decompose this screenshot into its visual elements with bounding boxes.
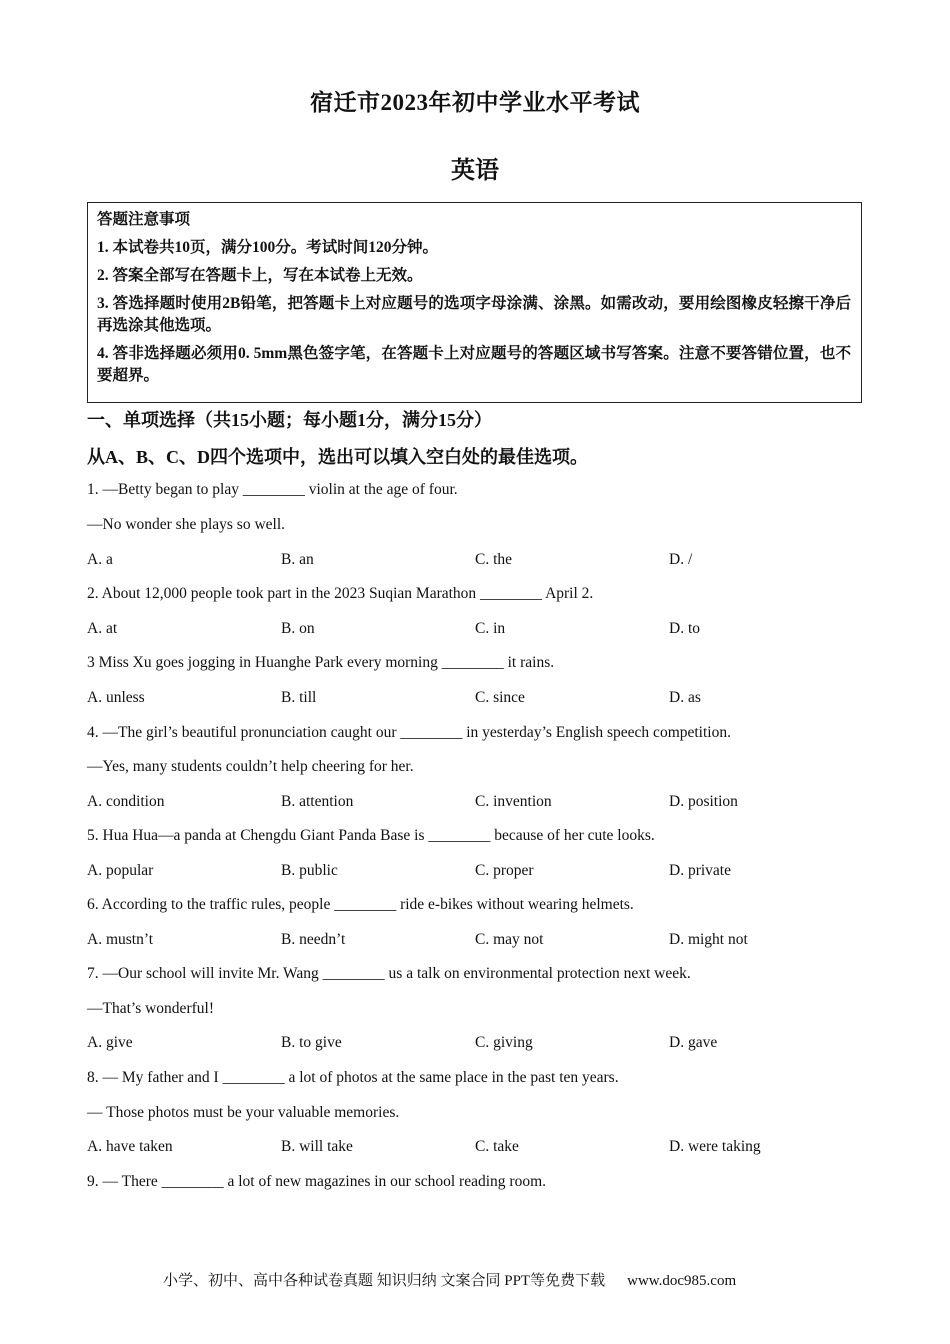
question-text: 4. —The girl’s beautiful pronunciation caught our ________ in yesterday’s English speech competition.: [87, 724, 731, 741]
option-b: B. on: [281, 620, 315, 637]
option-row: [87, 1138, 867, 1160]
option-b: B. an: [281, 551, 314, 568]
option-d: D. position: [669, 793, 738, 810]
exam-title: 宿迁市2023年初中学业水平考试: [310, 90, 640, 115]
question-text: 2. About 12,000 people took part in the 2023 Suqian Marathon ________ April 2.: [87, 585, 594, 602]
option-row: [87, 862, 867, 884]
option-row: [87, 620, 867, 642]
option-c: C. in: [475, 620, 506, 637]
option-d: D. were taking: [669, 1138, 761, 1155]
section-title: 一、单项选择（共15小题；每小题1分，满分15分）: [87, 410, 492, 430]
question-text: —Yes, many students couldn’t help cheering for her.: [87, 758, 414, 775]
option-d: D. as: [669, 689, 701, 706]
option-a: A. unless: [87, 689, 145, 706]
option-b: B. public: [281, 862, 338, 879]
option-row: [87, 793, 867, 815]
question-text: 7. —Our school will invite Mr. Wang ________ us a talk on environmental protection next week.: [87, 965, 691, 982]
option-d: D. gave: [669, 1034, 718, 1051]
question-text: 3 Miss Xu goes jogging in Huanghe Park every morning ________ it rains.: [87, 654, 555, 671]
notice-heading: 答题注意事项: [97, 211, 191, 228]
option-d: D. might not: [669, 931, 748, 948]
notice-item: 1. 本试卷共10页，满分100分。考试时间120分钟。: [97, 239, 439, 256]
notice-item: 4. 答非选择题必须用0. 5mm黑色签字笔，在答题卡上对应题号的答题区域书写答案。注意不要答错位置，也不要超界。: [97, 345, 851, 384]
question-text: —No wonder she plays so well.: [87, 516, 286, 533]
option-a: A. give: [87, 1034, 133, 1051]
option-a: A. condition: [87, 793, 165, 810]
question-text: 8. — My father and I ________ a lot of photos at the same place in the past ten years.: [87, 1069, 619, 1086]
option-row: [87, 689, 867, 711]
option-d: D. to: [669, 620, 700, 637]
option-b: B. needn’t: [281, 931, 346, 948]
notice-item: 3. 答选择题时使用2B铅笔，把答题卡上对应题号的选项字母涂满、涂黑。如需改动，要用绘图橡皮轻擦干净后再选涂其他选项。: [97, 295, 851, 334]
notice-box: [87, 202, 862, 403]
option-c: C. proper: [475, 862, 534, 879]
question-text: 5. Hua Hua—a panda at Chengdu Giant Panda Base is ________ because of her cute looks.: [87, 827, 655, 844]
option-c: C. take: [475, 1138, 519, 1155]
question-text: 9. — There ________ a lot of new magazines in our school reading room.: [87, 1173, 547, 1190]
option-b: B. till: [281, 689, 317, 706]
footer-url-link[interactable]: www.doc985.com: [627, 1273, 737, 1289]
option-d: D. private: [669, 862, 731, 879]
page-footer: [163, 1269, 736, 1290]
option-b: B. will take: [281, 1138, 353, 1155]
option-a: A. have taken: [87, 1138, 173, 1155]
option-c: C. invention: [475, 793, 552, 810]
option-a: A. mustn’t: [87, 931, 154, 948]
option-c: C. the: [475, 551, 513, 568]
option-row: [87, 931, 867, 953]
option-a: A. a: [87, 551, 113, 568]
option-b: B. to give: [281, 1034, 342, 1051]
option-row: [87, 551, 867, 573]
option-a: A. at: [87, 620, 118, 637]
option-b: B. attention: [281, 793, 354, 810]
section-instruction: 从A、B、C、D四个选项中，选出可以填入空白处的最佳选项。: [87, 447, 589, 467]
question-text: 6. According to the traffic rules, people ________ ride e-bikes without wearing helmets.: [87, 896, 634, 913]
question-text: 1. —Betty began to play ________ violin at the age of four.: [87, 481, 458, 498]
notice-item: 2. 答案全部写在答题卡上，写在本试卷上无效。: [97, 267, 423, 284]
option-c: C. may not: [475, 931, 544, 948]
question-text: — Those photos must be your valuable memories.: [87, 1104, 400, 1121]
option-a: A. popular: [87, 862, 154, 879]
footer-text: 小学、初中、高中各种试卷真题 知识归纳 文案合同 PPT等免费下载: [163, 1273, 606, 1289]
option-c: C. giving: [475, 1034, 533, 1051]
question-text: —That’s wonderful!: [87, 1000, 214, 1017]
subject-title: 英语: [451, 158, 499, 184]
option-d: D. /: [669, 551, 693, 568]
option-c: C. since: [475, 689, 525, 706]
option-row: [87, 1034, 867, 1056]
